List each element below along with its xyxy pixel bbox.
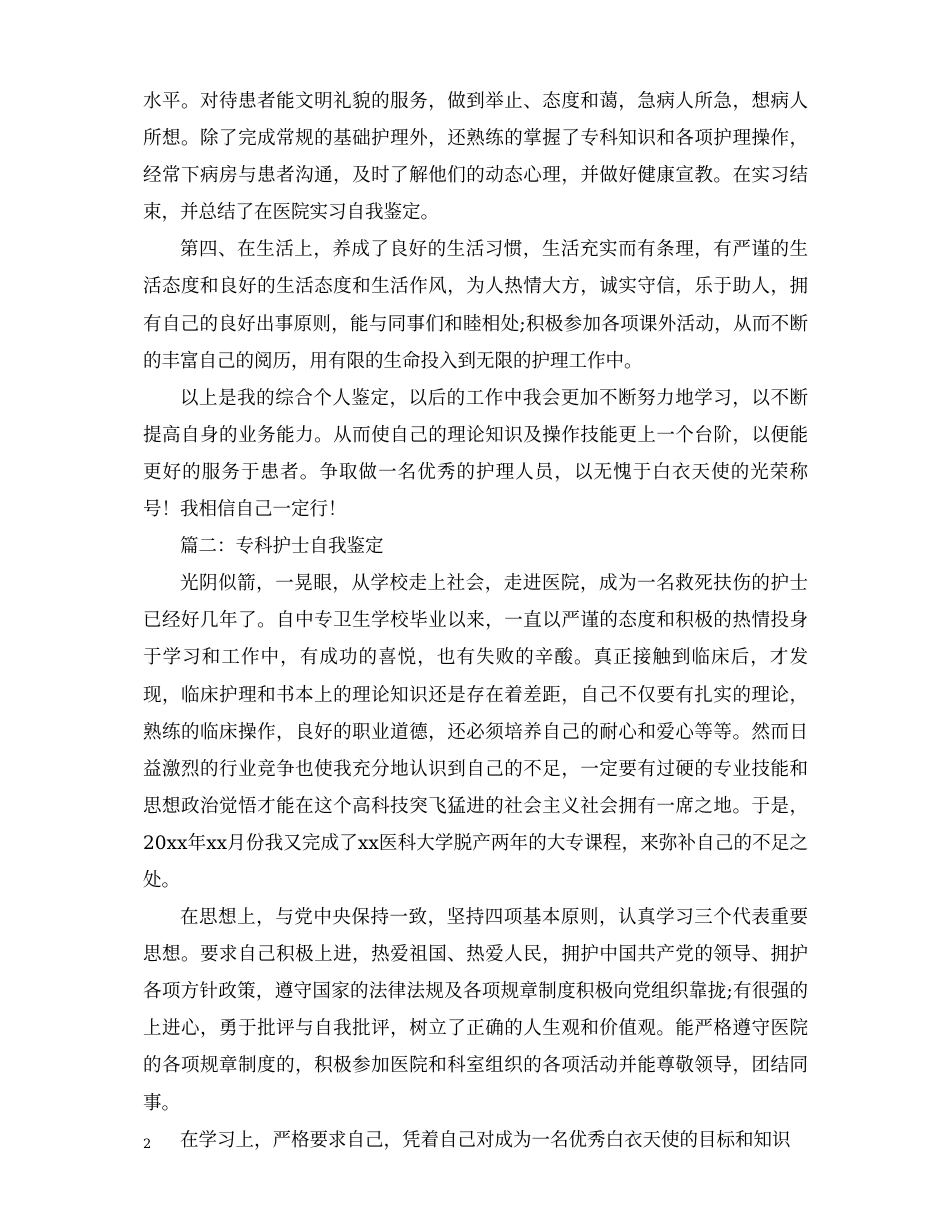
paragraph-5: 光阴似箭，一晃眼，从学校走上社会，走进医院，成为一名救死扶伤的护士已经好几年了。自中专卫生学校毕业以来，一直以严谨的态度和积极的热情投身于学习和工作中，有成功的喜悦，也有失败的辛酸。真正接触到临床后，才发现，临床护理和书本上的理论知识还是存在着差距，自己不仅要有扎实的理论，熟练的临床操作，良好的职业道德，还必须培养自己的耐心和爱心等等。然而日益激烈的行业竞争也使我充分地认识到自己的不足，一定要有过硬的专业技能和思想政治觉悟才能在这个高科技突飞猛进的社会主义社会拥有一席之地。于是，20xx年xx月份我又完成了xx医科大学脱产两年的大专课程，来弥补自己的不足之处。 [143, 573, 808, 891]
section-heading: 篇二：专科护士自我鉴定 [180, 536, 384, 558]
page-number: 2 [143, 1137, 152, 1152]
paragraph-3: 以上是我的综合个人鉴定，以后的工作中我会更加不断努力地学习，以不断提高自身的业务能力。从而使自己的理论知识及操作技能更上一个台阶，以便能更好的服务于患者。争取做一名优秀的护理人员，以无愧于白衣天使的光荣称号！我相信自己一定行！ [143, 387, 808, 521]
paragraph-6: 在思想上，与党中央保持一致，坚持四项基本原则，认真学习三个代表重要思想。要求自己积极上进，热爱祖国、热爱人民，拥护中国共产党的领导、拥护各项方针政策，遵守国家的法律法规及各项规章制度积极向党组织靠拢;有很强的上进心，勇于批评与自我批评，树立了正确的人生观和价值观。能严格遵守医院的各项规章制度的，积极参加医院和科室组织的各项活动并能尊敬领导，团结同事。 [143, 907, 808, 1114]
paragraph-2: 第四、在生活上，养成了良好的生活习惯，生活充实而有条理，有严谨的生活态度和良好的生活态度和生活作风，为人热情大方，诚实守信，乐于助人，拥有自己的良好出事原则，能与同事们和睦相处;积极参加各项课外活动，从而不断的丰富自己的阅历，用有限的生命投入到无限的护理工作中。 [143, 239, 808, 372]
document-body [143, 83, 808, 1159]
paragraph-7: 在学习上，严格要求自己，凭着自己对成为一名优秀白衣天使的目标和知识 [180, 1129, 791, 1151]
paragraph-1: 水平。对待患者能文明礼貌的服务，做到举止、态度和蔼，急病人所急，想病人所想。除了完成常规的基础护理外，还熟练的掌握了专科知识和各项护理操作，经常下病房与患者沟通，及时了解他们的动态心理，并做好健康宣教。在实习结束，并总结了在医院实习自我鉴定。 [143, 91, 808, 224]
